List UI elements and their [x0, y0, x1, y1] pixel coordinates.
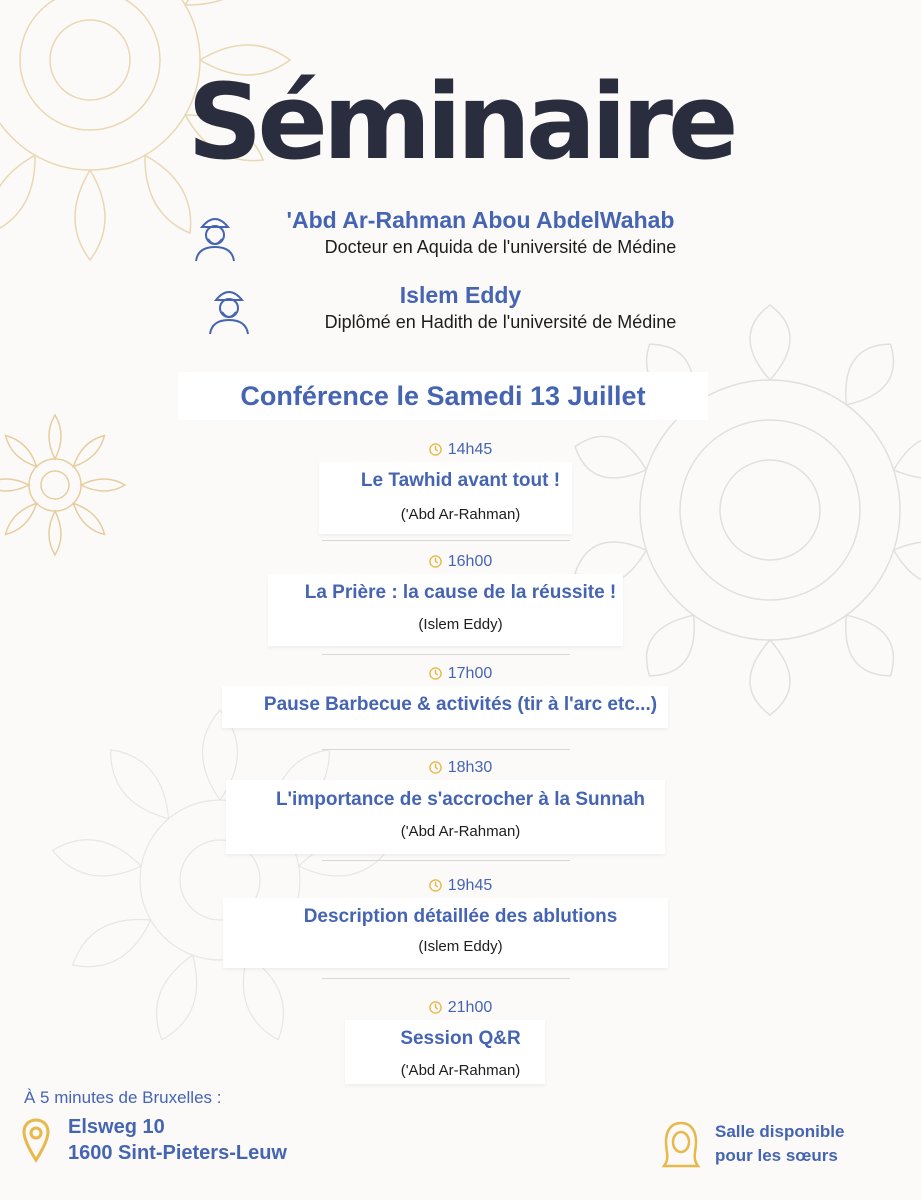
- clock-icon: [429, 1001, 442, 1014]
- speaker-1-name: 'Abd Ar-Rahman Abou AbdelWahab: [286, 207, 675, 233]
- clock-icon: [429, 555, 442, 568]
- location-intro: À 5 minutes de Bruxelles :: [24, 1088, 222, 1107]
- session-6: [0, 998, 921, 1088]
- clock-icon: [429, 761, 442, 774]
- session-speaker: (Islem Eddy): [418, 616, 503, 633]
- clock-icon: [429, 443, 442, 456]
- session-speaker: ('Abd Ar-Rahman): [400, 823, 521, 840]
- location-pin-icon: [22, 1118, 50, 1164]
- divider: [322, 654, 570, 655]
- session-1: [0, 440, 921, 550]
- session-title: Pause Barbecue & activités (tir à l'arc etc...): [263, 694, 658, 715]
- session-2: [0, 552, 921, 662]
- session-title: Le Tawhid avant tout !: [360, 470, 561, 491]
- speaker-2-name: Islem Eddy: [399, 282, 522, 308]
- address-city: 1600 Sint-Pieters-Leuw: [68, 1142, 287, 1164]
- clock-icon: [429, 879, 442, 892]
- divider: [322, 749, 570, 750]
- session-time: 18h30: [447, 759, 493, 776]
- speaker-2-role: Diplômé en Hadith de l'université de Médine: [324, 312, 677, 332]
- session-title: Session Q&R: [400, 1028, 521, 1049]
- address-street: Elsweg 10: [68, 1116, 165, 1138]
- session-time: 16h00: [447, 553, 493, 570]
- session-5: [0, 876, 921, 986]
- clock-icon: [429, 667, 442, 680]
- divider: [322, 978, 570, 979]
- sisters-room-line2: pour les sœurs: [715, 1146, 838, 1165]
- session-speaker: ('Abd Ar-Rahman): [400, 506, 521, 523]
- speaker-1-role: Docteur en Aquida de l'université de Médine: [324, 237, 677, 257]
- session-title: L'importance de s'accrocher à la Sunnah: [275, 789, 646, 810]
- divider: [322, 540, 570, 541]
- speaker-1: [0, 205, 921, 265]
- session-speaker: ('Abd Ar-Rahman): [400, 1062, 521, 1079]
- sisters-room-line1: Salle disponible: [715, 1122, 845, 1141]
- session-title: Description détaillée des ablutions: [303, 906, 618, 927]
- session-3: [0, 664, 921, 764]
- session-4: [0, 758, 921, 868]
- session-time: 19h45: [447, 877, 493, 894]
- page-title: Séminaire: [187, 61, 734, 183]
- divider: [322, 860, 570, 861]
- session-speaker: (Islem Eddy): [418, 938, 503, 955]
- conference-date: Conférence le Samedi 13 Juillet: [178, 372, 708, 420]
- woman-hijab-icon: [660, 1120, 702, 1168]
- session-time: 17h00: [447, 665, 493, 682]
- session-time: 14h45: [447, 441, 493, 458]
- session-title: La Prière : la cause de la réussite !: [304, 582, 617, 603]
- session-time: 21h00: [447, 999, 493, 1016]
- speaker-2: [0, 280, 921, 340]
